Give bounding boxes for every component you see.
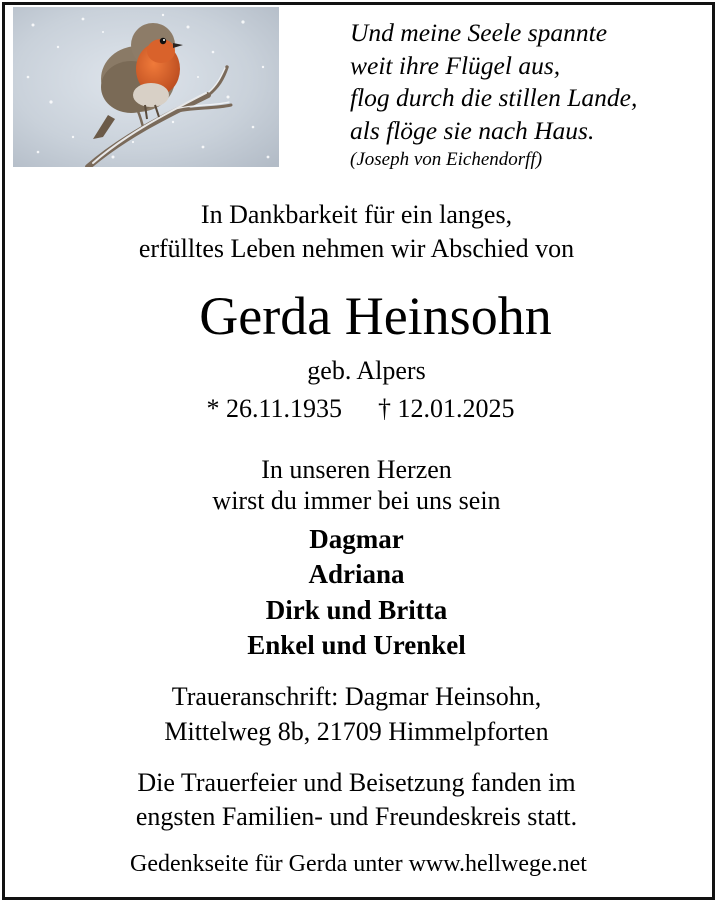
mourner-name: Enkel und Urenkel [247, 630, 466, 660]
deceased-name: Gerda Heinsohn [199, 286, 552, 346]
ceremony-line-1: Die Trauerfeier und Beisetzung fanden im [137, 768, 576, 797]
poem-author: (Joseph von Eichendorff) [350, 149, 543, 170]
obituary-notice [2, 2, 715, 900]
mourner-name: Dagmar [309, 524, 404, 554]
poem-line: als flöge sie nach Haus. [350, 115, 595, 145]
mourner-name: Adriana [308, 559, 405, 589]
mourner-name: Dirk und Britta [265, 595, 448, 625]
life-dates [7, 394, 714, 424]
intro-line-2: erfülltes Leben nehmen wir Abschied von [138, 234, 575, 263]
robin-on-branch-image [13, 7, 279, 167]
poem-line: Und meine Seele spannte [350, 18, 608, 47]
intro-line-1: In Dankbarkeit für ein langes, [200, 200, 513, 229]
ceremony-line-2: engsten Familien- und Freundeskreis statt. [135, 802, 578, 831]
robin-photo [13, 7, 279, 167]
birth-date: * 26.11.1935 [206, 394, 343, 423]
address-line-1: Traueranschrift: Dagmar Heinsohn, [171, 682, 542, 711]
poem-line: flog durch die stillen Lande, [350, 83, 638, 112]
quote-line-1: In unseren Herzen [261, 455, 452, 484]
birth-name: geb. Alpers [307, 356, 426, 385]
death-date: † 12.01.2025 [378, 394, 515, 423]
address-line-2: Mittelweg 8b, 21709 Himmelpforten [164, 717, 549, 746]
poem-line: weit ihre Flügel aus, [350, 50, 561, 80]
poem [350, 17, 710, 173]
quote-line-2: wirst du immer bei uns sein [212, 486, 501, 515]
memorial-page-link[interactable]: Gedenkseite für Gerda unter www.hellwege.net [130, 851, 587, 877]
